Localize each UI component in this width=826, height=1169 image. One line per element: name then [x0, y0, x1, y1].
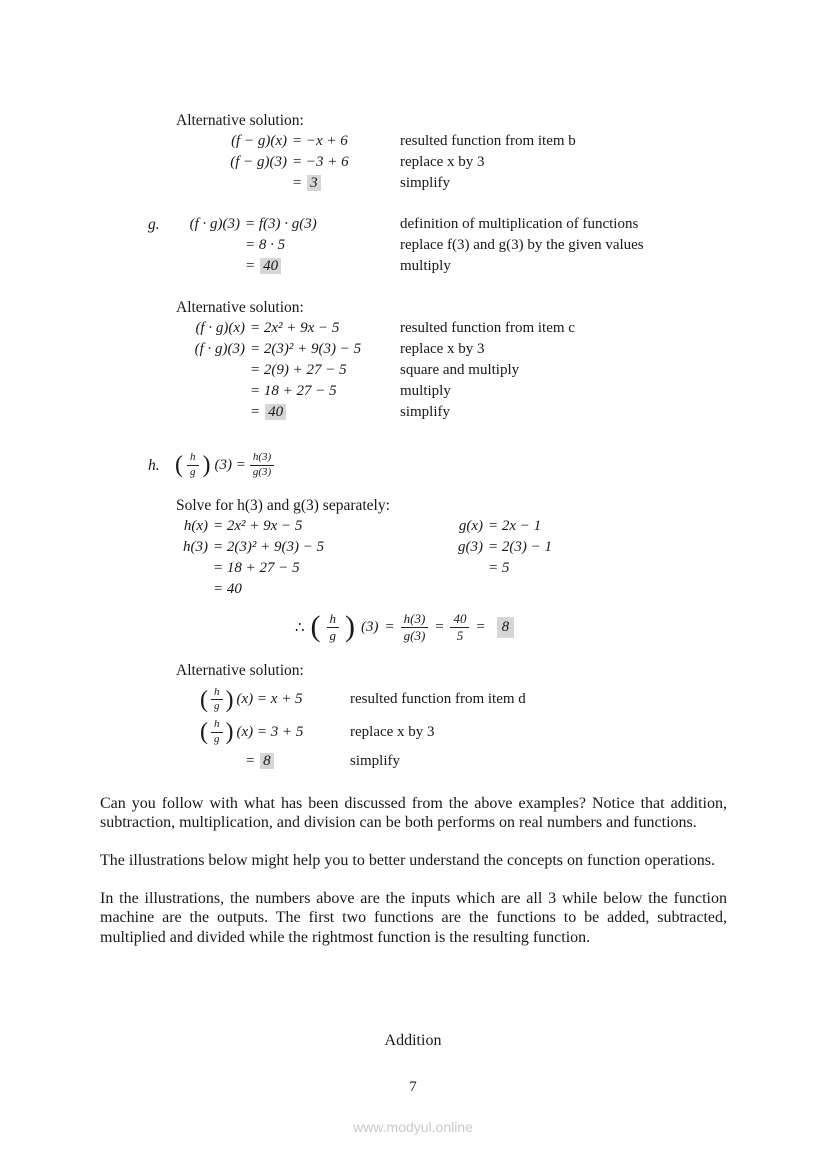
equation-block-alt-c	[100, 318, 727, 423]
section-solve-separately	[100, 495, 727, 646]
fraction-numerator: h	[187, 451, 199, 465]
eq-note: multiply	[400, 383, 451, 399]
paragraph-illustrations-detail: In the illustrations, the numbers above are the inputs which are all 3 while below the function machine are the outputs. The first two functions are the functions to be added, subtracted, multiplied and divided while the rightmost function is the resulting function.	[100, 889, 727, 946]
fraction-h-over-g	[327, 611, 340, 643]
eq-note: replace x by 3	[350, 723, 435, 740]
eq-note: resulted function from item b	[400, 133, 576, 149]
fraction-denominator: 5	[456, 627, 464, 643]
solve-left-column	[100, 516, 450, 600]
eq-note: replace x by 3	[400, 341, 485, 357]
page-number: 7	[409, 1079, 417, 1095]
equation-row	[100, 751, 727, 772]
eq-rhs-text: = 2x² + 9x − 5	[250, 320, 340, 336]
answer-highlight: 40	[265, 404, 286, 420]
eq-note: resulted function from item d	[350, 691, 526, 708]
alt-solution-header: Alternative solution:	[176, 299, 304, 316]
eq-lhs: g(x)	[458, 518, 483, 534]
eq-rhs	[245, 256, 400, 277]
eq-rhs: = 2x² + 9x − 5	[213, 518, 303, 534]
eq-rhs-text: = 2(9) + 27 − 5	[250, 362, 347, 378]
right-paren: )	[202, 452, 211, 478]
fraction-numerator: 40	[450, 611, 469, 628]
h-over-g-equation	[100, 686, 350, 713]
answer-equation	[100, 751, 350, 772]
page-content	[100, 0, 727, 947]
fraction-numerator: h	[327, 611, 340, 628]
eq-note: replace f(3) and g(3) by the given values	[400, 237, 644, 253]
eq-lhs	[100, 402, 250, 423]
eq-note: multiply	[400, 258, 451, 274]
section-alt-solution-c	[100, 297, 727, 423]
h-over-g-equation	[175, 447, 274, 483]
left-paren: (	[175, 452, 183, 478]
eq-rhs	[245, 214, 400, 235]
eq-rhs: = 2x − 1	[488, 518, 542, 534]
eq-rhs	[292, 131, 400, 152]
eq-note: replace x by 3	[400, 154, 485, 170]
equals-sign: =	[475, 618, 486, 635]
solve-columns	[100, 516, 727, 600]
fraction-numerator: h(3)	[250, 451, 274, 465]
eq-rhs	[250, 381, 400, 402]
right-paren: )	[225, 686, 234, 713]
eq-rhs: = 2(3) − 1	[488, 539, 552, 555]
fraction-denominator: g(3)	[252, 465, 272, 478]
left-paren: (	[200, 686, 208, 713]
fraction-numerator: h	[211, 686, 223, 700]
eq-rhs: = 40	[213, 581, 242, 597]
fraction-numerator: h	[211, 718, 223, 732]
equation-row	[100, 686, 727, 713]
eq-rhs-text: = −3 + 6	[292, 154, 349, 170]
fraction-denominator: g	[214, 732, 220, 745]
section-alt-solution-b	[100, 110, 727, 194]
right-paren: )	[225, 719, 234, 746]
item-label-g: g.	[148, 216, 160, 233]
eq-lhs	[100, 235, 245, 256]
fraction-denominator: g	[329, 627, 337, 643]
eq-rhs	[250, 339, 400, 360]
eq-lhs	[100, 256, 245, 277]
fraction-denominator: g	[190, 465, 196, 478]
eq-lhs: (f ∙ g)(x)	[195, 320, 245, 336]
eq-rhs-text: = f(3) ∙ g(3)	[245, 216, 317, 232]
fraction-denominator: g	[214, 700, 220, 713]
paragraph-discussion: Can you follow with what has been discussed from the above examples? Notice that addition, subtraction, multiplication, and division can be both performs on real numbers and functions.	[100, 794, 727, 832]
eq-lhs	[100, 360, 250, 381]
solve-right-column	[450, 516, 552, 579]
eq-lhs: h(3)	[183, 539, 208, 555]
item-label-h: h.	[148, 457, 160, 474]
fraction-40-over-5	[450, 611, 469, 643]
eq-note: simplify	[350, 752, 401, 769]
alt-solution-header: Alternative solution:	[176, 662, 304, 679]
left-paren: (	[200, 719, 208, 746]
equals-sign: =	[384, 618, 395, 635]
eq-lhs: h(x)	[183, 518, 208, 534]
eq-lhs: (f − g)(x)	[231, 133, 287, 149]
eq-lhs	[100, 173, 292, 194]
eq-lhs: g(3)	[458, 539, 483, 555]
eq-rhs-text: = −x + 6	[292, 133, 348, 149]
right-paren: )	[345, 610, 356, 643]
answer-highlight: 8	[497, 617, 515, 638]
fraction-h3-over-g3	[401, 611, 429, 643]
eq-note: simplify	[400, 404, 451, 420]
eq-text: (x) = 3 + 5	[236, 723, 304, 740]
eq-rhs: = 5	[488, 560, 510, 576]
section-item-h	[100, 447, 727, 483]
eq-text: (3)	[361, 618, 379, 635]
equation-block-g	[100, 214, 727, 277]
equals-sign: =	[245, 752, 256, 769]
eq-rhs: = 2(3)² + 9(3) − 5	[213, 539, 325, 555]
therefore-symbol: ∴	[295, 619, 305, 636]
solve-header: Solve for h(3) and g(3) separately:	[176, 497, 390, 514]
figure-caption-addition: Addition	[384, 1032, 442, 1049]
eq-rhs	[292, 173, 400, 194]
eq-note: definition of multiplication of functions	[400, 216, 639, 232]
eq-lhs	[450, 558, 488, 579]
eq-lhs	[100, 381, 250, 402]
eq-rhs	[250, 360, 400, 381]
eq-rhs	[250, 402, 400, 423]
eq-text: (x) = x + 5	[236, 691, 303, 708]
alt-solution-header: Alternative solution:	[176, 112, 304, 129]
fraction-denominator: g(3)	[403, 627, 426, 643]
eq-rhs-text: = 2(3)² + 9(3) − 5	[250, 341, 362, 357]
eq-rhs: = 18 + 27 − 5	[213, 560, 300, 576]
paragraph-illustrations-intro: The illustrations below might help you to better understand the concepts on function operations.	[100, 851, 715, 869]
eq-rhs-text: =	[245, 258, 256, 274]
fraction-h3-over-g3	[250, 451, 274, 478]
fraction-h-over-g	[211, 686, 223, 713]
answer-highlight: 3	[307, 175, 321, 191]
fraction-h-over-g	[187, 451, 199, 478]
eq-rhs-text: =	[250, 404, 261, 420]
conclusion-equation	[295, 608, 727, 646]
eq-text: (3) =	[214, 456, 246, 473]
section-item-g	[100, 214, 727, 277]
eq-rhs-text: =	[292, 175, 303, 191]
eq-lhs: (f ∙ g)(3)	[194, 341, 245, 357]
eq-rhs-text: = 18 + 27 − 5	[250, 383, 337, 399]
footer-url: www.modyul.online	[353, 1119, 473, 1135]
answer-highlight: 40	[260, 258, 281, 274]
equation-row	[100, 718, 727, 745]
fraction-h-over-g	[211, 718, 223, 745]
eq-note: square and multiply	[400, 362, 520, 378]
eq-rhs	[250, 318, 400, 339]
eq-lhs: (f − g)(3)	[230, 154, 287, 170]
h-over-g-equation	[100, 718, 350, 745]
equals-sign: =	[434, 618, 445, 635]
eq-lhs: (f ∙ g)(3)	[189, 216, 240, 232]
eq-lhs	[100, 558, 213, 579]
eq-rhs	[292, 152, 400, 173]
eq-note: resulted function from item c	[400, 320, 575, 336]
equation-block-alt-b	[100, 131, 727, 194]
answer-highlight: 8	[260, 753, 274, 769]
eq-rhs-text: = 8 ∙ 5	[245, 237, 286, 253]
left-paren: (	[310, 610, 321, 643]
section-alt-solution-d	[100, 660, 727, 772]
eq-note: simplify	[400, 175, 451, 191]
fraction-numerator: h(3)	[401, 611, 429, 628]
eq-rhs	[245, 235, 400, 256]
eq-lhs	[100, 579, 213, 600]
